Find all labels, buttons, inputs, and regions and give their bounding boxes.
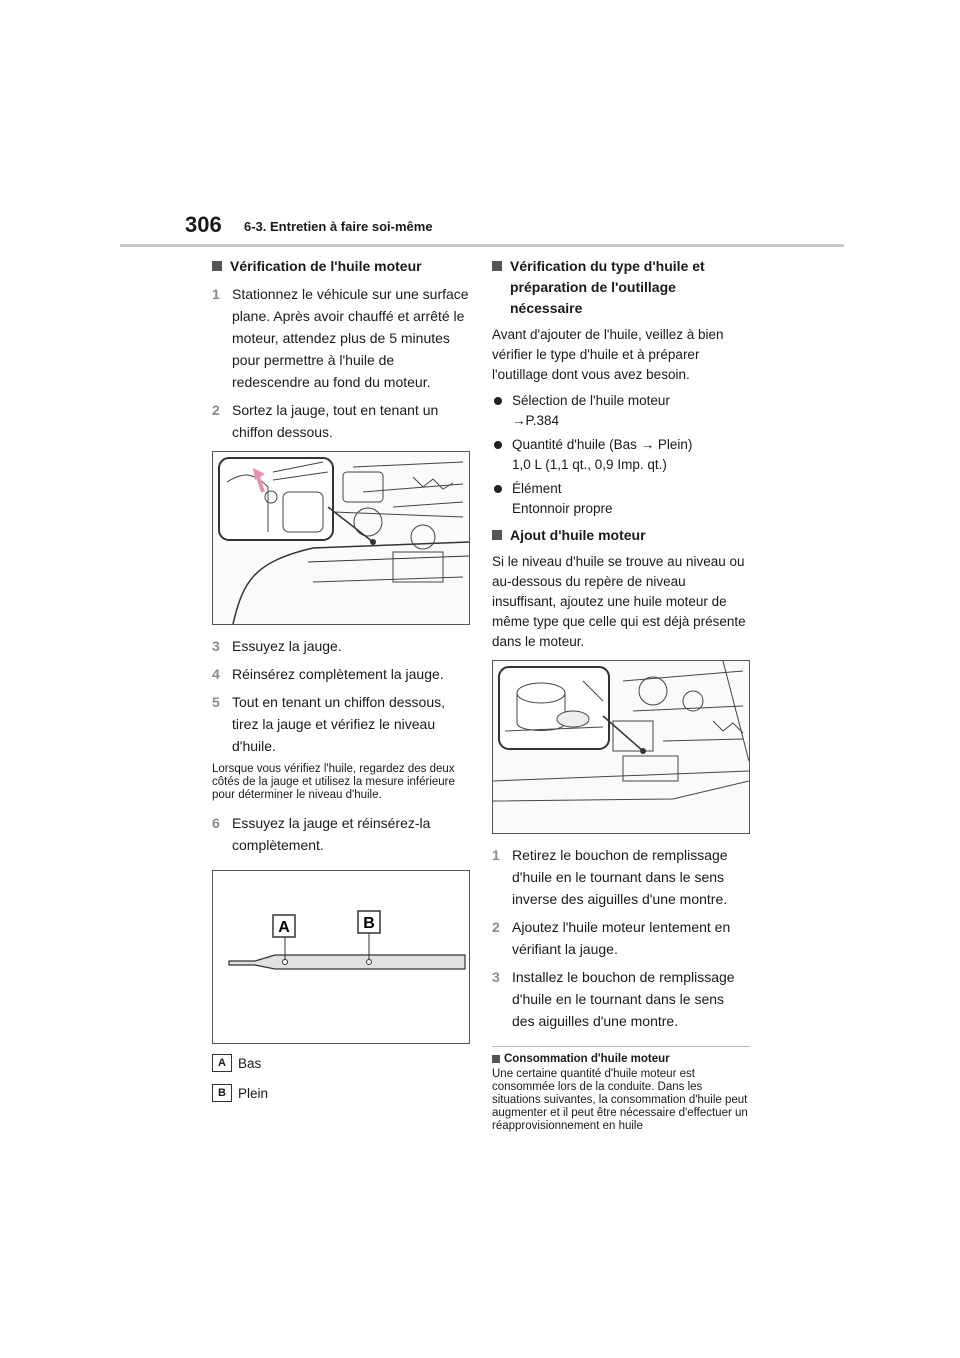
bullet-item bbox=[492, 391, 750, 431]
step-text: Essuyez la jauge et réinsérez-la complètement. bbox=[232, 815, 431, 853]
step-number: 3 bbox=[212, 638, 220, 654]
heading-text: Vérification du type d'huile et préparation de l'outillage nécessaire bbox=[510, 258, 705, 316]
bullet-item bbox=[492, 479, 750, 519]
step-number: 1 bbox=[212, 286, 220, 302]
engine-dipstick-figure bbox=[212, 451, 470, 625]
add-step-1 bbox=[492, 844, 750, 910]
oil-filler-cap-figure bbox=[492, 660, 750, 834]
bullet-line: Entonnoir propre bbox=[512, 501, 613, 516]
note-heading bbox=[492, 1053, 750, 1065]
add-oil-paragraph: Si le niveau d'huile se trouve au niveau ou au-dessous du repère de niveau insuffisant, ajoutez une huile moteur de même type que celle qui est déjà présente dans le moteur. bbox=[492, 554, 746, 649]
page-number: 306 bbox=[185, 212, 222, 237]
step-text: Sortez la jauge, tout en tenant un chiffon dessous. bbox=[232, 402, 439, 440]
heading-text: Ajout d'huile moteur bbox=[510, 527, 646, 543]
bullet-line: 1,0 L (1,1 qt., 0,9 Imp. qt.) bbox=[512, 457, 667, 472]
bullet-line: Élément bbox=[512, 481, 562, 496]
bullet-dot-icon bbox=[494, 441, 502, 449]
intro-paragraph: Avant d'ajouter de l'huile, veillez à bien vérifier le type d'huile et à préparer l'outillage dont vous avez besoin. bbox=[492, 327, 724, 382]
step-3 bbox=[212, 635, 470, 657]
legend-letter: A bbox=[212, 1054, 232, 1072]
bullet-line: Sélection de l'huile moteur bbox=[512, 393, 670, 408]
step-5 bbox=[212, 691, 470, 757]
legend-text: Bas bbox=[238, 1055, 262, 1071]
label-a: A bbox=[278, 919, 290, 936]
left-column bbox=[212, 256, 470, 1114]
step-text: Retirez le bouchon de remplissage d'huile en le tournant dans le sens inverse des aiguilles d'une montre. bbox=[512, 847, 728, 907]
heading-oil-type bbox=[492, 256, 750, 319]
label-b: B bbox=[363, 915, 375, 932]
section-header: 6-3. Entretien à faire soi-même bbox=[244, 219, 433, 234]
step-number: 1 bbox=[492, 847, 500, 863]
step-text: Ajoutez l'huile moteur lentement en vérifiant la jauge. bbox=[512, 919, 731, 957]
add-step-3 bbox=[492, 966, 750, 1032]
square-bullet-icon bbox=[212, 261, 222, 271]
bullet-item bbox=[492, 435, 750, 475]
note-divider bbox=[492, 1046, 750, 1047]
note-heading-text: Consommation d'huile moteur bbox=[504, 1053, 670, 1065]
heading-oil-check bbox=[212, 256, 470, 277]
step-text: Installez le bouchon de remplissage d'huile en le tournant dans le sens des aiguilles d'une montre. bbox=[512, 969, 735, 1029]
add-step-2 bbox=[492, 916, 750, 960]
step-number: 6 bbox=[212, 815, 220, 831]
note-body: Une certaine quantité d'huile moteur est consommée lors de la conduite. Dans les situations suivantes, la consommation d'huile peut augmenter et il peut être nécessaire d'effectuer un réapprovisionnement en huile bbox=[492, 1068, 748, 1132]
square-bullet-icon bbox=[492, 1055, 500, 1063]
right-column bbox=[492, 256, 750, 1133]
bullet-dot-icon bbox=[494, 397, 502, 405]
dipstick-illustration bbox=[213, 871, 469, 1043]
oil-check-note: Lorsque vous vérifiez l'huile, regardez des deux côtés de la jauge et utilisez la mesure inférieure pour déterminer le niveau d'huile. bbox=[212, 763, 455, 801]
legend-letter: B bbox=[212, 1084, 232, 1102]
dipstick-level-figure bbox=[212, 870, 470, 1044]
square-bullet-icon bbox=[492, 530, 502, 540]
step-text: Tout en tenant un chiffon dessous, tirez la jauge et vérifiez le niveau d'huile. bbox=[232, 694, 446, 754]
step-2 bbox=[212, 399, 470, 443]
step-text: Stationnez le véhicule sur une surface plane. Après avoir chauffé et arrêté le moteur, attendez plus de 5 minutes pour permettre à l'huile de redescendre au fond du moteur. bbox=[232, 286, 469, 390]
bullet-dot-icon bbox=[494, 485, 502, 493]
step-1 bbox=[212, 283, 470, 393]
step-number: 2 bbox=[212, 402, 220, 418]
header-rule bbox=[120, 244, 844, 247]
step-number: 2 bbox=[492, 919, 500, 935]
heading-add-oil bbox=[492, 525, 750, 546]
step-number: 5 bbox=[212, 694, 220, 710]
legend-text: Plein bbox=[238, 1085, 269, 1101]
legend-full bbox=[212, 1084, 470, 1102]
bullet-line: →P.384 bbox=[512, 413, 560, 428]
legend-low bbox=[212, 1054, 470, 1072]
step-text: Essuyez la jauge. bbox=[232, 638, 342, 654]
step-number: 3 bbox=[492, 969, 500, 985]
engine-bay-cap-illustration bbox=[493, 661, 749, 833]
step-number: 4 bbox=[212, 666, 220, 682]
step-6 bbox=[212, 812, 470, 856]
heading-text: Vérification de l'huile moteur bbox=[230, 258, 422, 274]
bullet-line: Quantité d'huile (Bas → Plein) bbox=[512, 437, 693, 452]
square-bullet-icon bbox=[492, 261, 502, 271]
engine-bay-illustration bbox=[213, 452, 469, 624]
step-4 bbox=[212, 663, 470, 685]
step-text: Réinsérez complètement la jauge. bbox=[232, 666, 444, 682]
